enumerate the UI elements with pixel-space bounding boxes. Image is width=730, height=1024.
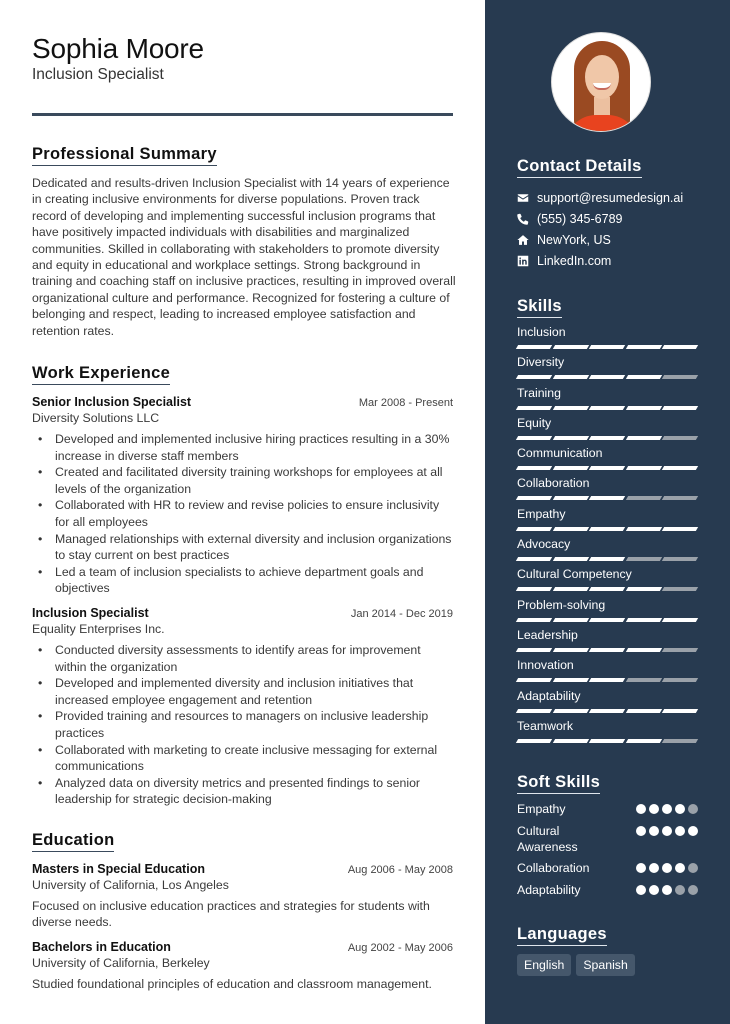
skill-segment (662, 375, 698, 379)
skill-segment (625, 557, 661, 561)
skill-segment (516, 345, 552, 349)
skill-segment (516, 436, 552, 440)
education-description: Focused on inclusive education practices and strategies for students with diverse needs. (32, 898, 430, 930)
skill-segment (625, 527, 661, 531)
education-date: Aug 2006 - May 2008 (347, 863, 453, 876)
skill-level-bar (517, 648, 698, 652)
skill-segment (589, 587, 625, 591)
rating-dot (688, 863, 698, 873)
soft-skill-name: Empathy (517, 802, 566, 817)
job-bullet: • Collaborated with HR to review and revise policies to ensure inclusivity for all employees (32, 497, 452, 530)
skill-item (517, 657, 698, 687)
skill-name: Inclusion (517, 325, 566, 339)
skill-segment (625, 678, 661, 682)
skill-name: Teamwork (517, 718, 574, 733)
skill-segment (552, 557, 588, 561)
skill-item (517, 536, 698, 566)
school-name: University of California, Los Angeles (32, 877, 229, 892)
skill-segment (589, 527, 625, 531)
skill-item (517, 506, 698, 536)
skill-segment (516, 587, 552, 591)
skill-segment (625, 345, 661, 349)
skill-segment (625, 709, 661, 713)
contact-section (517, 156, 698, 271)
contact-heading: Contact Details (517, 156, 642, 178)
job-bullet: • Managed relationships with external diversity and inclusion organizations to stay current on best practices (32, 531, 452, 564)
skill-level-bar (517, 345, 698, 349)
job-entry (32, 605, 453, 808)
skill-item (517, 688, 698, 718)
skill-segment (662, 587, 698, 591)
skill-segment (625, 375, 661, 379)
skill-name: Problem-solving (517, 597, 606, 612)
skill-segment (516, 406, 552, 410)
skill-segment (589, 557, 625, 561)
skill-item (517, 354, 698, 384)
soft-skill-item (517, 882, 698, 898)
contact-linkedin-text: LinkedIn.com (537, 253, 612, 268)
candidate-name: Sophia Moore (32, 33, 204, 64)
education-description: Studied foundational principles of education and classroom management. (32, 976, 432, 991)
skill-segment (516, 648, 552, 652)
education-section (32, 830, 453, 992)
skill-segment (552, 709, 588, 713)
skill-segment (589, 466, 625, 470)
rating-dot (675, 826, 685, 836)
soft-skill-name: Adaptability (517, 882, 581, 897)
skill-segment (552, 375, 588, 379)
skill-segment (552, 436, 588, 440)
skill-segment (625, 436, 661, 440)
skill-item (517, 445, 698, 475)
skill-segment (516, 527, 552, 531)
languages-section (517, 924, 698, 976)
skill-level-bar (517, 587, 698, 591)
skill-segment (516, 709, 552, 713)
skill-segment (516, 466, 552, 470)
skill-level-bar (517, 557, 698, 561)
skill-name: Leadership (517, 627, 578, 642)
skill-segment (589, 678, 625, 682)
profile-photo (551, 32, 651, 132)
soft-skill-name: Cultural Awareness (517, 823, 578, 854)
degree-title: Bachelors in Education (32, 939, 171, 954)
skill-segment (552, 406, 588, 410)
skill-segment (662, 557, 698, 561)
skill-segment (662, 466, 698, 470)
skill-segment (589, 618, 625, 622)
work-section (32, 363, 453, 808)
skill-segment (589, 496, 625, 500)
summary-text: Dedicated and results-driven Inclusion Specialist with 14 years of experience in creating inclusive environments for diverse populations. Proven track record of developing and implementing successful inclusion programs that have positively impacted individuals with disabilities and marginalized communities. Skilled in collaborating with stakeholders to promote diversity and equity in educational and workplace settings. Strong background in training and coaching staff on inclusive practices, resulting in improved overall organizational culture and performance. Recognized for fostering a culture of belonging and respect, leading to increased employee satisfaction and retention rates. (32, 176, 456, 338)
job-bullet: • Analyzed data on diversity metrics and presented findings to senior leadership for strategic decision-making (32, 775, 452, 808)
rating-dot (662, 863, 672, 873)
education-heading: Education (32, 830, 114, 852)
skill-segment (552, 678, 588, 682)
skill-level-bar (517, 527, 698, 531)
skill-segment (625, 466, 661, 470)
rating-dot (649, 885, 659, 895)
skill-name: Cultural Competency (517, 567, 632, 582)
skill-segment (552, 587, 588, 591)
work-heading: Work Experience (32, 363, 170, 385)
skill-segment (662, 436, 698, 440)
skill-segment (662, 618, 698, 622)
skill-segment (516, 678, 552, 682)
job-bullets (32, 642, 453, 808)
rating-dot (636, 804, 646, 814)
skill-item (517, 324, 698, 354)
contact-email[interactable] (517, 187, 698, 208)
skill-level-bar (517, 496, 698, 500)
rating-dot (636, 885, 646, 895)
contact-linkedin[interactable] (517, 250, 698, 271)
skill-segment (552, 496, 588, 500)
rating-dot (662, 885, 672, 895)
job-bullet: • Created and facilitated diversity training workshops for employees at all levels of the organization (32, 464, 452, 497)
skill-name: Diversity (517, 355, 565, 370)
skill-segment (552, 739, 588, 743)
languages-list (517, 954, 698, 976)
skill-item (517, 475, 698, 505)
skill-item (517, 627, 698, 657)
skill-segment (552, 527, 588, 531)
skill-segment (662, 496, 698, 500)
skill-segment (552, 648, 588, 652)
rating-dot (675, 863, 685, 873)
language-chip: English (517, 954, 571, 976)
contact-phone[interactable] (517, 208, 698, 229)
skill-segment (589, 648, 625, 652)
summary-heading: Professional Summary (32, 144, 217, 166)
education-entry (32, 939, 453, 992)
rating-dot (662, 826, 672, 836)
soft-skills-list (517, 801, 698, 898)
skill-segment (589, 436, 625, 440)
contact-location-text: NewYork, US (537, 232, 611, 247)
soft-skills-section (517, 772, 698, 898)
school-name: University of California, Berkeley (32, 955, 210, 970)
skill-level-bar (517, 739, 698, 743)
skill-level-bar (517, 618, 698, 622)
contact-email-text: support@resumedesign.ai (537, 190, 684, 205)
rating-dot (649, 826, 659, 836)
skill-level-bar (517, 375, 698, 379)
skill-segment (516, 557, 552, 561)
skill-segment (662, 406, 698, 410)
rating-dot (636, 826, 646, 836)
skills-heading: Skills (517, 296, 562, 318)
job-company: Diversity Solutions LLC (32, 411, 160, 426)
skills-section (517, 296, 698, 748)
job-title: Inclusion Specialist (32, 606, 149, 620)
job-bullet: • Led a team of inclusion specialists to achieve department goals and objectives (32, 564, 452, 597)
job-entry (32, 394, 453, 597)
skill-segment (625, 618, 661, 622)
rating-dot (688, 885, 698, 895)
skill-name: Advocacy (517, 537, 571, 552)
contact-location (517, 229, 698, 250)
skill-item (517, 597, 698, 627)
skill-name: Communication (517, 446, 603, 461)
header-divider (32, 113, 453, 116)
envelope-icon (517, 192, 529, 204)
rating-dot (662, 804, 672, 814)
skill-item (517, 385, 698, 415)
rating-dot (649, 804, 659, 814)
soft-skill-rating (636, 804, 698, 814)
skill-name: Innovation (517, 658, 574, 673)
skill-item (517, 415, 698, 445)
languages-heading: Languages (517, 924, 607, 946)
skill-segment (552, 345, 588, 349)
job-title: Senior Inclusion Specialist (32, 395, 192, 410)
soft-skill-item (517, 801, 698, 817)
job-date: Mar 2008 - Present (358, 397, 453, 410)
skill-segment (552, 618, 588, 622)
rating-dot (636, 863, 646, 873)
skill-segment (589, 345, 625, 349)
skill-segment (625, 496, 661, 500)
skill-segment (625, 587, 661, 591)
skill-level-bar (517, 709, 698, 713)
skills-list (517, 324, 698, 748)
soft-skill-name: Collaboration (517, 861, 590, 876)
language-chip: Spanish (576, 954, 634, 976)
education-date: Aug 2002 - May 2006 (347, 941, 453, 954)
skill-segment (662, 678, 698, 682)
job-bullet: • Conducted diversity assessments to identify areas for improvement within the organization (32, 642, 452, 675)
skill-item (517, 718, 698, 748)
sidebar (485, 0, 730, 1024)
skill-name: Adaptability (517, 688, 581, 703)
job-bullet: • Collaborated with marketing to create inclusive messaging for external communications (32, 742, 452, 775)
soft-skill-item (517, 860, 698, 876)
skill-name: Empathy (517, 506, 566, 521)
job-bullet: • Provided training and resources to managers on inclusive leadership practices (32, 708, 452, 741)
skill-segment (516, 739, 552, 743)
skill-segment (516, 496, 552, 500)
skill-segment (516, 618, 552, 622)
skill-segment (589, 406, 625, 410)
skill-segment (552, 466, 588, 470)
skill-segment (516, 375, 552, 379)
skill-segment (589, 739, 625, 743)
job-bullet: • Developed and implemented diversity and inclusion initiatives that increased employee engagement and retention (32, 675, 452, 708)
degree-title: Masters in Special Education (32, 861, 205, 876)
skill-level-bar (517, 436, 698, 440)
skill-segment (662, 648, 698, 652)
rating-dot (675, 804, 685, 814)
soft-skill-item (517, 823, 698, 856)
phone-icon (517, 213, 529, 225)
skill-level-bar (517, 406, 698, 410)
skill-segment (662, 739, 698, 743)
skill-name: Collaboration (517, 476, 590, 491)
rating-dot (688, 826, 698, 836)
rating-dot (675, 885, 685, 895)
skill-segment (662, 345, 698, 349)
skill-name: Equity (517, 415, 552, 430)
skill-name: Training (517, 385, 561, 400)
soft-skill-rating (636, 826, 698, 836)
skill-segment (662, 527, 698, 531)
skill-segment (589, 709, 625, 713)
rating-dot (688, 804, 698, 814)
skill-level-bar (517, 466, 698, 470)
skill-segment (625, 739, 661, 743)
job-date: Jan 2014 - Dec 2019 (350, 608, 453, 620)
skill-segment (625, 648, 661, 652)
home-icon (517, 234, 529, 246)
job-bullet: • Developed and implemented inclusive hiring practices resulting in a 30% increase in diverse staff members (32, 431, 452, 464)
education-entry (32, 861, 453, 931)
job-company: Equality Enterprises Inc. (32, 622, 165, 636)
summary-section (32, 144, 456, 339)
soft-skill-rating (636, 885, 698, 895)
candidate-title: Inclusion Specialist (32, 66, 164, 83)
rating-dot (649, 863, 659, 873)
linkedin-icon (517, 255, 529, 267)
job-bullets (32, 431, 453, 597)
skill-level-bar (517, 678, 698, 682)
skill-segment (662, 709, 698, 713)
soft-skills-heading: Soft Skills (517, 772, 600, 794)
soft-skill-rating (636, 863, 698, 873)
skill-segment (589, 375, 625, 379)
contact-phone-text: (555) 345-6789 (537, 211, 623, 226)
skill-segment (625, 406, 661, 410)
skill-item (517, 566, 698, 596)
